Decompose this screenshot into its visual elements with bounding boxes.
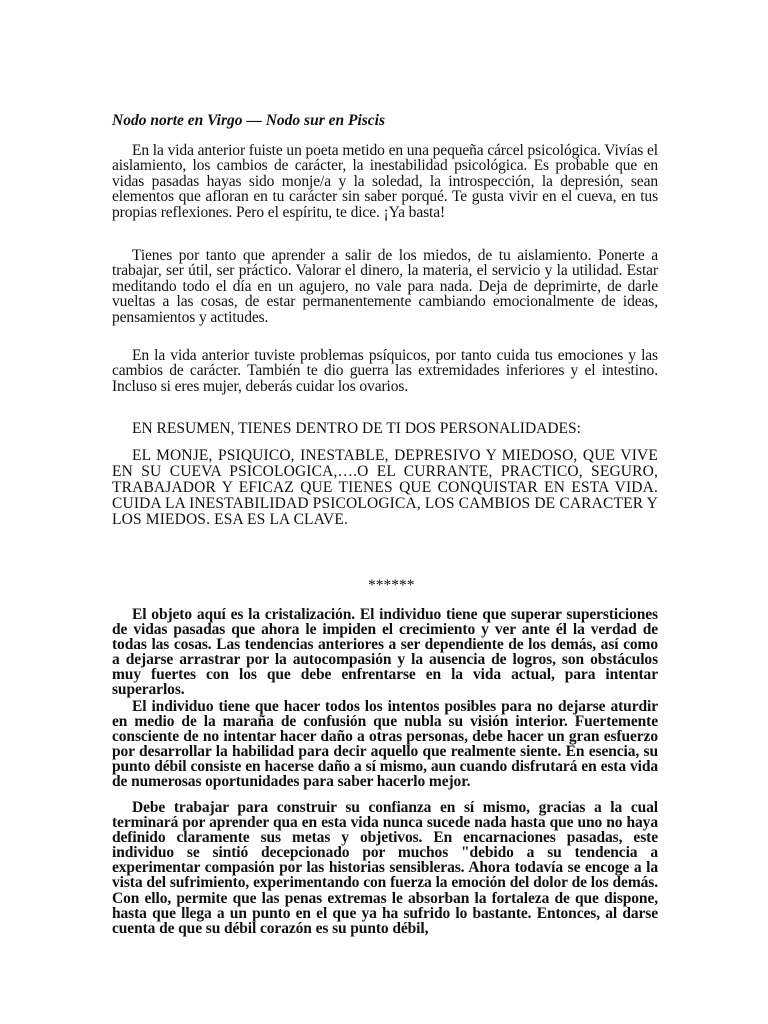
document-title: Nodo norte en Virgo — Nodo sur en Piscis bbox=[112, 112, 386, 129]
paragraph: En la vida anterior fuiste un poeta metido en una pequeña cárcel psicológica. Vivías el aislamiento, los cambios de carácter, la inestabilidad psicológica. Es probable que en vidas pasadas hayas sido monje/a y la soledad, la introspección, la depresión, sean elementos que afloran en tu carácter sin saber porqué. Te gusta vivir en el cueva, en tus propias reflexiones. Pero el espíritu, te dice. ¡Ya basta! bbox=[112, 142, 658, 221]
paragraph: Tienes por tanto que aprender a salir de los miedos, de tu aislamiento. Ponerte a trabajar, ser útil, ser práctico. Valorar el dinero, la materia, el servicio y la utilidad. Estar meditando todo el día en un agujero, no vale para nada. Deja de deprimirte, de darle vueltas a las cosas, de estar permanentemente cambiando emocionalmente de ideas, pensamientos y actitudes. bbox=[112, 247, 658, 326]
paragraph: En la vida anterior tuviste problemas psíquicos, por tanto cuida tus emociones y las cambios de carácter. También te dio guerra las extremidades inferiores y el intestino. Incluso si eres mujer, deberás cuidar los ovarios. bbox=[112, 347, 658, 395]
paragraph: El objeto aquí es la cristalización. El individuo tiene que superar supersticiones de vidas pasadas que ahora le impiden el crecimiento y ver ante él la verdad de todas las cosas. Las tendencias anteriores a ser dependiente de los demás, así como a dejarse arrastrar por la autocompasión y la ausencia de logros, son obstáculos muy fuertes con los que debe enfrentarse en la vida actual, para intentar superarlos. bbox=[112, 606, 658, 699]
paragraph: El individuo tiene que hacer todos los intentos posibles para no dejarse aturdir en medio de la maraña de confusión que nubla su visión interior. Fuertemente consciente de no intentar hacer daño a otras personas, debe hacer un gran esfuerzo por desarrollar la habilidad para decir aquello que realmente siente. En esencia, su punto débil consiste en hacerse daño a sí mismo, aun cuando disfrutará en esta vida de numerosas oportunidades para saber hacerlo mejor. bbox=[112, 698, 658, 791]
section-separator: ****** bbox=[368, 577, 415, 594]
summary-heading: EN RESUMEN, TIENES DENTRO DE TI DOS PERSONALIDADES: bbox=[132, 420, 581, 437]
paragraph: Debe trabajar para construir su confianza en sí mismo, gracias a la cual terminará por aprender qua en esta vida nunca sucede nada hasta que uno no haya definido claramente sus metas y objetivos. En encarnaciones pasadas, este individuo se sintió decepcionado por muchos "debido a su tendencia a experimentar compasión por las historias sensibleras. Ahora todavía se encoge a la vista del sufrimiento, experimentando con fuerza la emoción del dolor de los demás. Con ello, permite que las penas extremas le absorban la fortaleza de que dispone, hasta que llega a un punto en el que ya ha sufrido lo bastante. Entonces, al darse cuenta de que su débil corazón es su punto débil, bbox=[112, 799, 658, 937]
summary-paragraph: EL MONJE, PSIQUICO, INESTABLE, DEPRESIVO Y MIEDOSO, QUE VIVE EN SU CUEVA PSICOLOGICA,….O EL CURRANTE, PRACTICO, SEGURO, TRABAJADOR Y EFICAZ QUE TIENES QUE CONQUISTAR EN ESTA VIDA. CUIDA LA INESTABILIDAD PSICOLOGICA, LOS CAMBIOS DE CARACTER Y LOS MIEDOS. ESA ES LA CLAVE. bbox=[112, 447, 658, 528]
